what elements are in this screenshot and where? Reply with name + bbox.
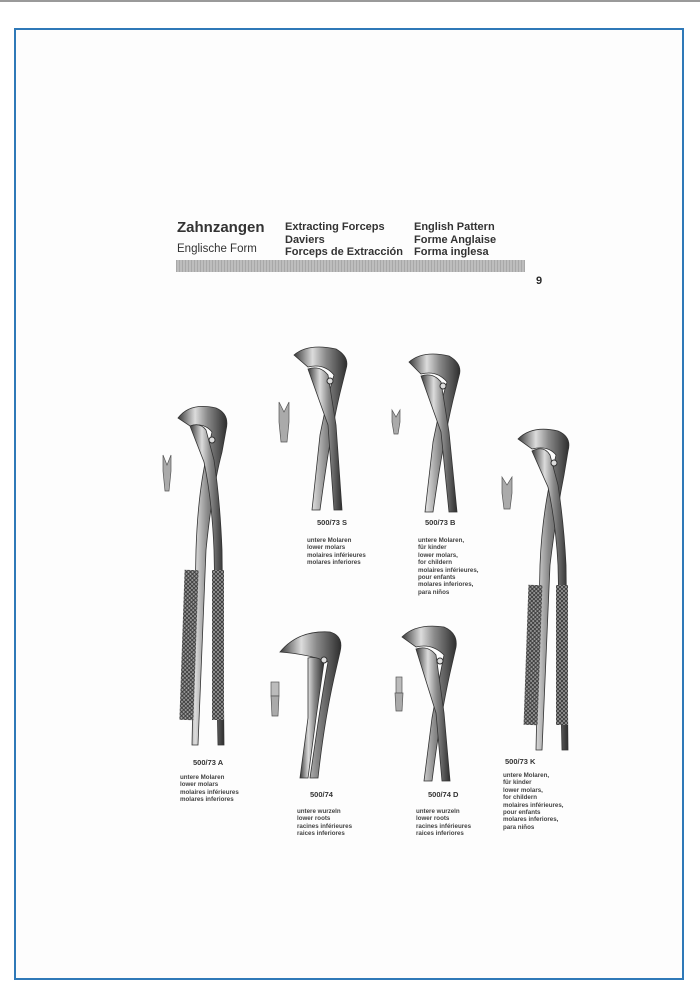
product-desc-500-73-s [307,537,366,567]
desc-line: raices inferiores [416,830,464,838]
desc-line: untere Molaren, [418,537,465,544]
forceps-illustration-500-73-a [168,400,243,760]
top-rule [0,0,700,2]
desc-line: für kinder [503,779,532,787]
desc-line: untere wurzeln [297,808,341,815]
desc-line: for childern [503,794,538,802]
desc-line: für kinder [418,544,447,552]
forceps-illustration-500-74-d [398,623,466,785]
desc-line: molares inferiores [307,559,361,567]
product-desc-500-73-k [503,772,564,831]
product-code-500-73-s: 500/73 S [317,518,348,527]
desc-line: lower roots [297,815,331,823]
forceps-illustration-500-73-s [290,345,355,515]
desc-line: molaires inférieures, [418,566,479,574]
desc-line: molares inferiores, [418,581,474,589]
desc-line: raices inferiores [297,830,345,838]
beak-detail-icon [390,408,402,436]
desc-line: pour enfants [418,574,456,582]
desc-line: molares inferiores, [503,816,559,824]
desc-line: untere Molaren [307,537,352,544]
desc-line: untere wurzeln [416,808,460,815]
desc-line: para niños [503,823,535,831]
desc-line: molaires inférieures, [503,801,564,809]
desc-line: lower molars, [418,551,458,559]
product-code-500-73-a: 500/73 A [193,758,224,767]
header-title-de: Zahnzangen [177,219,265,236]
desc-line: racines inférieures [297,822,353,830]
product-code-500-73-k: 500/73 K [505,757,536,766]
header-col3-line1: English Pattern [414,221,495,233]
product-code-500-74-d: 500/74 D [428,790,459,799]
header-col2 [285,221,403,259]
header-subtitle-de: Englische Form [177,243,257,255]
beak-detail-icon [160,453,174,493]
desc-line: lower molars, [503,786,543,794]
forceps-illustration-500-73-k [514,425,586,760]
desc-line: molaires inférieures [307,551,366,559]
desc-line: lower molars [180,781,219,789]
header-divider-bar [176,260,525,272]
header-col3 [414,221,496,259]
beak-detail-icon [276,400,292,444]
forceps-illustration-500-74 [278,628,348,783]
desc-line: lower roots [416,815,450,823]
beak-detail-icon [268,680,282,718]
desc-line: molares inferiores [180,796,234,804]
product-code-500-74: 500/74 [310,790,333,799]
desc-line: for childern [418,559,453,567]
product-desc-500-74 [297,808,352,838]
desc-line: untere Molaren [180,774,225,781]
header-col3-line2: Forme Anglaise [414,233,497,246]
product-code-500-73-b: 500/73 B [425,518,456,527]
header-col2-line2: Daviers [285,233,325,246]
beak-detail-icon [392,675,406,713]
desc-line: para niños [418,588,450,596]
product-desc-500-74-d [416,808,471,838]
product-desc-500-73-b [418,537,479,596]
beak-detail-icon [499,475,515,511]
desc-line: molaires inférieures [180,788,239,796]
desc-line: pour enfants [503,809,541,817]
header-col2-line1: Extracting Forceps [285,221,385,233]
header-col2-line3: Forceps de Extracción [285,246,403,258]
page-number: 9 [536,275,543,287]
forceps-illustration-500-73-b [405,352,470,517]
desc-line: lower molars [307,544,346,552]
desc-line: untere Molaren, [503,772,550,779]
header-col3-line3: Forma inglesa [414,246,489,258]
desc-line: racines inférieures [416,822,472,830]
product-desc-500-73-a [180,774,239,804]
